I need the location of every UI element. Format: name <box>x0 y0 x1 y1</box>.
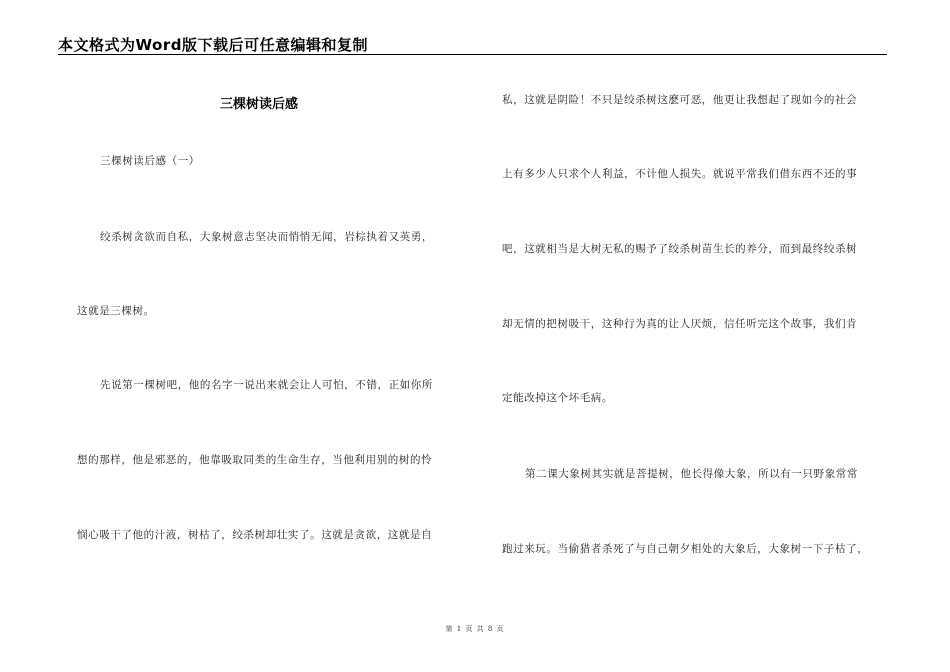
paragraph-line: 这就是三棵树。 <box>77 305 155 317</box>
paragraph-line: 上有多少人只求个人利益，不计他人损失。就说平常我们借东西不还的事 <box>502 168 858 180</box>
header-divider <box>58 54 887 55</box>
page-number: 第 1 页 共 8 页 <box>445 625 505 633</box>
paragraph-line: 第二课大象树其实就是菩提树，他长得像大象，所以有一只野象常常 <box>525 468 858 480</box>
paragraph-line: 吧，这就相当是大树无私的赐予了绞杀树苗生长的养分，而到最终绞杀树 <box>502 243 858 255</box>
paragraph-line: 跑过来玩。当偷猎者杀死了与自己朝夕相处的大象后，大象树一下子枯了， <box>502 543 869 555</box>
paragraph-line: 悯心吸干了他的汁液，树枯了，绞杀树却壮实了。这就是贪欲，这就是自 <box>77 529 433 541</box>
paragraph-line: 定能改掉这个坏毛病。 <box>502 392 613 404</box>
subtitle-line: 三棵树读后感（一） <box>100 155 200 167</box>
paragraph-line: 想的那样，他是邪恶的，他靠吸取同类的生命生存，当他利用别的树的怜 <box>77 454 433 466</box>
document-header-title: 本文格式为Word版下载后可任意编辑和复制 <box>58 36 368 54</box>
article-title: 三棵树读后感 <box>220 97 299 112</box>
paragraph-line: 却无情的把树吸干，这种行为真的让人厌烦，信任听完这个故事，我们肯 <box>502 318 858 330</box>
paragraph-line: 私，这就是阴险！不只是绞杀树这麽可恶，他更让我想起了现如今的社会 <box>502 94 858 106</box>
paragraph-line: 先说第一棵树吧，他的名字一说出来就会让人可怕，不错，正如你所 <box>100 379 433 391</box>
paragraph-line: 绞杀树贪欲而自私，大象树意志坚决而悄悄无闻，岩棕执着又英勇， <box>100 231 433 243</box>
